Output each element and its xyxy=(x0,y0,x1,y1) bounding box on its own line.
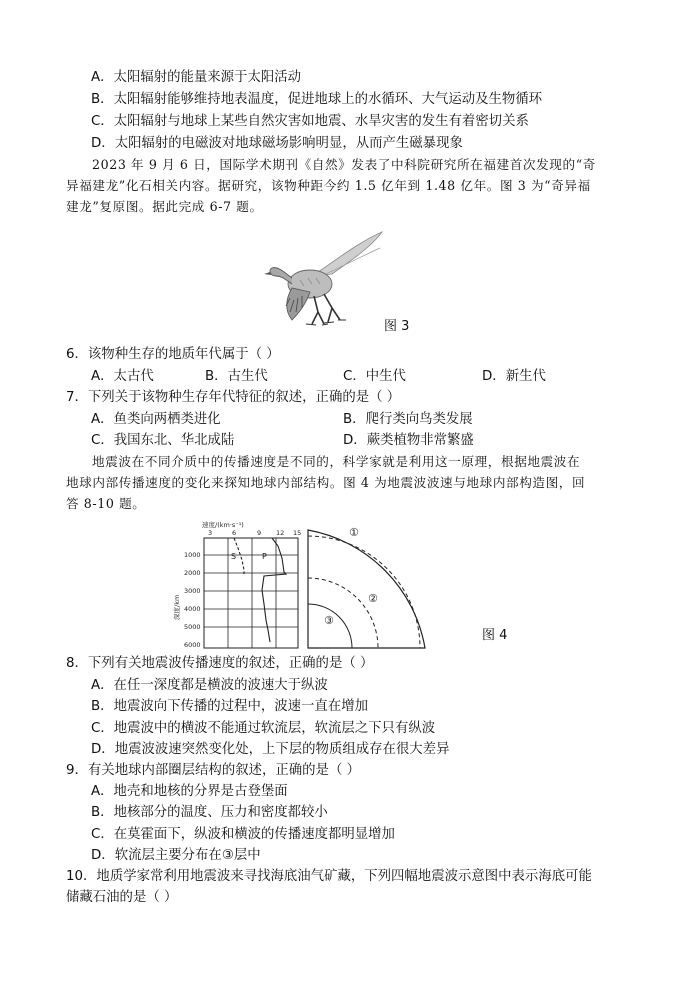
speed-tick-6: 6 xyxy=(232,529,237,537)
q9-stem: 9．有关地球内部圈层结构的叙述，正确的是（ ） xyxy=(66,763,360,778)
q9-option-c: C．在莫霍面下，纵波和横波的传播速度都明显增加 xyxy=(91,827,395,842)
passage2-line1: 地震波在不同介质中的传播速度是不同的，科学家就是利用这一原理，根据地震波在 xyxy=(92,454,581,469)
passage2-line3: 答 8-10 题。 xyxy=(66,496,146,511)
q5-option-a: A．太阳辐射的能量来源于太阳活动 xyxy=(91,70,302,85)
q5-option-b: B．太阳辐射能够维持地表温度，促进地球上的水循环、大气运动及生物循环 xyxy=(91,92,543,107)
q6-option-d: D．新生代 xyxy=(482,369,546,384)
q8-option-d: D．地震波波速突然变化处，上下层的物质组成存在很大差异 xyxy=(91,742,450,757)
q7-stem: 7．下列关于该物种生存年代特征的叙述，正确的是（ ） xyxy=(66,390,401,405)
q9-option-d: D．软流层主要分布在③层中 xyxy=(91,848,261,863)
fujianvenator-illustration xyxy=(262,228,384,340)
s-wave-label: S xyxy=(231,552,237,561)
depth-tick-3000: 3000 xyxy=(184,587,201,595)
depth-tick-1000: 1000 xyxy=(184,551,201,559)
q6-option-a: A．太古代 xyxy=(91,369,154,384)
depth-axis-title: 深度/km xyxy=(173,594,181,620)
earth-structure-diagram xyxy=(308,526,425,648)
q9-option-a: A．地壳和地核的分界是古登堡面 xyxy=(91,784,288,799)
q9-option-b: B．地核部分的温度、压力和密度都较小 xyxy=(91,805,328,820)
layer-mark-1: ① xyxy=(349,526,359,539)
q7-option-b: B．爬行类向鸟类发展 xyxy=(343,412,473,427)
speed-axis-title: 速度/(km·s⁻¹) xyxy=(202,521,244,529)
q8-option-c: C．地震波中的横波不能通过软流层，软流层之下只有纵波 xyxy=(91,721,436,736)
speed-tick-12: 12 xyxy=(276,529,285,537)
q10-stem-line2: 储藏石油的是（ ） xyxy=(66,890,178,905)
layer-mark-2: ② xyxy=(368,592,378,605)
q7-option-d: D．蕨类植物非常繁盛 xyxy=(343,433,474,448)
q8-stem: 8．下列有关地震波传播速度的叙述，正确的是（ ） xyxy=(66,656,374,671)
q6-option-c: C．中生代 xyxy=(343,369,406,384)
passage1-line3: 建龙”复原图。据此完成 6-7 题。 xyxy=(66,199,263,214)
q6-option-b: B．古生代 xyxy=(205,369,268,384)
q8-option-b: B．地震波向下传播的过程中，波速一直在增加 xyxy=(91,699,368,714)
q7-option-c: C．我国东北、华北成陆 xyxy=(91,433,235,448)
q10-stem-line1: 10．地质学家常利用地震波来寻找海底油气矿藏，下列四幅地震波示意图中表示海底可能 xyxy=(66,869,592,884)
depth-tick-4000: 4000 xyxy=(184,605,201,613)
depth-tick-6000: 6000 xyxy=(184,641,201,649)
passage1-line1: 2023 年 9 月 6 日，国际学术期刊《自然》发表了中科院研究所在福建首次发现的“奇 xyxy=(92,157,596,172)
speed-tick-9: 9 xyxy=(257,529,262,537)
wave-speed-chart xyxy=(172,520,301,649)
q5-option-d: D．太阳辐射的电磁波对地球磁场影响明显，从而产生磁暴现象 xyxy=(91,136,463,151)
q6-stem: 6．该物种生存的地质年代属于（ ） xyxy=(66,347,280,362)
q8-option-a: A．在任一深度都是横波的波速大于纵波 xyxy=(91,678,328,693)
p-wave-label: P xyxy=(262,552,267,561)
speed-tick-15: 15 xyxy=(293,529,302,537)
q5-option-c: C．太阳辐射与地球上某些自然灾害如地震、水旱灾害的发生有着密切关系 xyxy=(91,114,529,129)
q7-option-a: A．鱼类向两栖类进化 xyxy=(91,412,221,427)
speed-tick-3: 3 xyxy=(208,529,213,537)
layer-mark-3: ③ xyxy=(324,614,334,627)
passage2-line2: 地球内部传播速度的变化来探知地球内部结构。图 4 为地震波波速与地球内部构造图，回 xyxy=(66,475,586,490)
figure3-label: 图 3 xyxy=(384,319,410,334)
figure4-diagram xyxy=(172,520,468,655)
depth-tick-5000: 5000 xyxy=(184,623,201,631)
depth-tick-2000: 2000 xyxy=(184,569,201,577)
passage1-line2: 异福建龙”化石相关内容。据研究，该物种距今约 1.5 亿年到 1.48 亿年。图 3 为“奇异福 xyxy=(66,178,591,193)
figure4-label: 图 4 xyxy=(482,628,508,643)
